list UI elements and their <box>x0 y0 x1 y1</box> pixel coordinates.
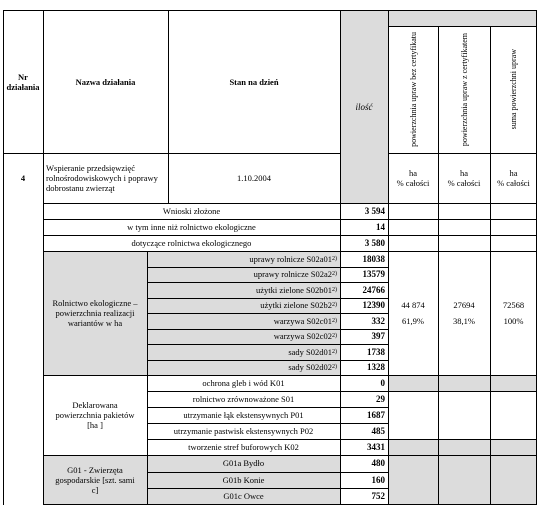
grid-line <box>388 391 537 392</box>
summary-label: dotyczące rolnictwa ekologicznego <box>131 238 252 248</box>
grid-line <box>147 344 388 345</box>
grid-line <box>490 26 491 505</box>
header-stan: Stan na dzień <box>229 76 279 87</box>
measure-unit-2: ha % całości <box>447 168 481 188</box>
eco-row-label <box>147 344 340 360</box>
grid-line <box>147 267 388 268</box>
footnote-mark: 2) <box>332 333 337 340</box>
animals-row-value: 160 <box>371 474 385 485</box>
eco-row-text: sady S02d01 <box>288 346 332 357</box>
header-nr: Nr działania <box>6 71 40 92</box>
animals-row-label: G01b Konie <box>147 472 340 489</box>
declared-row-value: 29 <box>376 394 385 404</box>
grid-line <box>43 10 44 505</box>
footnote-mark: 2) <box>332 302 337 309</box>
header-col3: suma powierzchni upraw <box>509 49 518 130</box>
measure-nr: 4 <box>20 173 26 183</box>
summary-value: 14 <box>376 222 385 232</box>
summary-label: Wnioski złożone <box>162 206 221 216</box>
declared-row-label: tworzenie stref buforowych K02 <box>188 442 299 452</box>
animals-group-label: G01 - Zwierzęta gospodarskie [szt. sami c] <box>43 455 147 505</box>
grid-line <box>147 360 388 361</box>
eco-row-value: 1738 <box>367 346 385 357</box>
grid-line <box>43 375 537 376</box>
eco-row-text: sady S02d02 <box>288 362 332 373</box>
eco-row-label <box>147 360 340 376</box>
declared-row-label: rolnictwo zrównoważone S01 <box>192 394 295 404</box>
grid-line <box>147 407 388 408</box>
grid-line <box>147 282 388 283</box>
footnote-mark: 2) <box>332 348 337 355</box>
grid-line <box>147 329 388 330</box>
declared-row-value: 3431 <box>367 442 385 452</box>
header-col2: powierzchnia upraw z certyfikatem <box>459 32 469 147</box>
grid-line <box>147 298 388 299</box>
grid-line <box>340 10 341 505</box>
footnote-mark: 2) <box>332 271 337 278</box>
eco-row-text: użytki zielone S02b01 <box>255 284 332 295</box>
animals-row-label: G01a Bydło <box>147 455 340 472</box>
measure-unit-3: ha % całości <box>497 168 530 188</box>
header-col1: powierzchnia upraw bez certyfikatu <box>408 32 418 147</box>
eco-row-text: użytki zielone S02b2 <box>260 300 332 311</box>
animals-row-value: 752 <box>371 491 385 502</box>
grid-line <box>388 153 537 154</box>
header-band <box>388 10 537 26</box>
grid-line <box>43 235 537 236</box>
grid-line <box>3 153 340 154</box>
measure-name: Wspieranie przedsięwzięć rolnośrodowiskowych i poprawy dobrostanu zwierząt <box>46 163 158 193</box>
eco-total-col1: 44 874 61,9% <box>401 300 425 326</box>
eco-row-text: uprawy rolnicze S02a01 <box>249 253 332 264</box>
summary-value: 3 594 <box>364 206 385 216</box>
declared-row-label: utrzymanie pastwisk ekstensywnych P02 <box>173 426 314 436</box>
eco-row-value: 13579 <box>362 269 385 280</box>
declared-row-label: utrzymanie łąk ekstensywnych P01 <box>183 410 304 420</box>
eco-row-label <box>147 298 340 314</box>
grid-line <box>388 10 389 505</box>
grid-line <box>147 439 388 440</box>
header-nazwa: Nazwa działania <box>75 76 136 87</box>
eco-group-label: Rolnictwo ekologiczne – powierzchnia realizacji wariantów w ha <box>43 251 147 375</box>
grid-line <box>43 455 537 456</box>
grid-line <box>43 251 537 252</box>
eco-row-value: 1328 <box>367 362 385 373</box>
grid-line <box>3 10 4 505</box>
eco-row-text: warzywa S02c02 <box>273 331 332 342</box>
eco-total-col2: 27694 38,1% <box>453 300 475 326</box>
footnote-mark: 2) <box>332 317 337 324</box>
declared-row-label: ochrona gleb i wód K01 <box>202 378 285 388</box>
declared-row-value: 1687 <box>367 410 385 420</box>
grid-line <box>438 26 439 505</box>
grid-line <box>147 391 388 392</box>
grid-line <box>43 203 537 204</box>
grid-line <box>147 251 148 505</box>
footnote-mark: 2) <box>332 286 337 293</box>
filler <box>388 375 537 391</box>
eco-row-label <box>147 267 340 283</box>
eco-row-value: 332 <box>371 315 385 326</box>
eco-row-label <box>147 251 340 267</box>
measure-date: 1.10.2004 <box>237 173 271 183</box>
eco-row-value: 397 <box>371 331 385 342</box>
grid-line <box>3 10 537 11</box>
eco-row-value: 18038 <box>362 253 385 264</box>
eco-row-text: uprawy rolnicze S02a2 <box>253 269 332 280</box>
footnote-mark: 2) <box>332 364 337 371</box>
grid-line <box>388 26 537 27</box>
grid-line <box>43 219 537 220</box>
eco-row-text: warzywa S02c01 <box>273 315 332 326</box>
summary-label: w tym inne niż rolnictwo ekologiczne <box>127 222 256 232</box>
grid-line <box>147 423 388 424</box>
eco-total-col3: 72568 100% <box>502 300 525 326</box>
grid-line <box>168 10 169 203</box>
measure-unit-1: ha % całości <box>396 168 430 188</box>
header-ilosc: ilość <box>340 10 388 203</box>
grid-line <box>147 488 388 489</box>
footnote-mark: 2) <box>332 255 337 262</box>
grid-line <box>147 313 388 314</box>
grid-line <box>388 439 537 440</box>
declared-row-value: 0 <box>380 378 385 388</box>
eco-row-label <box>147 282 340 298</box>
eco-row-label <box>147 313 340 329</box>
animals-row-value: 480 <box>371 458 385 469</box>
eco-row-label <box>147 329 340 345</box>
animals-row-label: G01c Owce <box>147 488 340 505</box>
declared-group-label: Deklarowana powierzchnia pakietów [ha ] <box>55 400 135 430</box>
filler <box>388 439 537 505</box>
declared-row-value: 485 <box>371 426 385 436</box>
summary-value: 3 580 <box>364 238 385 248</box>
grid-line <box>147 472 388 473</box>
eco-row-value: 12390 <box>362 300 385 311</box>
eco-row-value: 24766 <box>362 284 385 295</box>
